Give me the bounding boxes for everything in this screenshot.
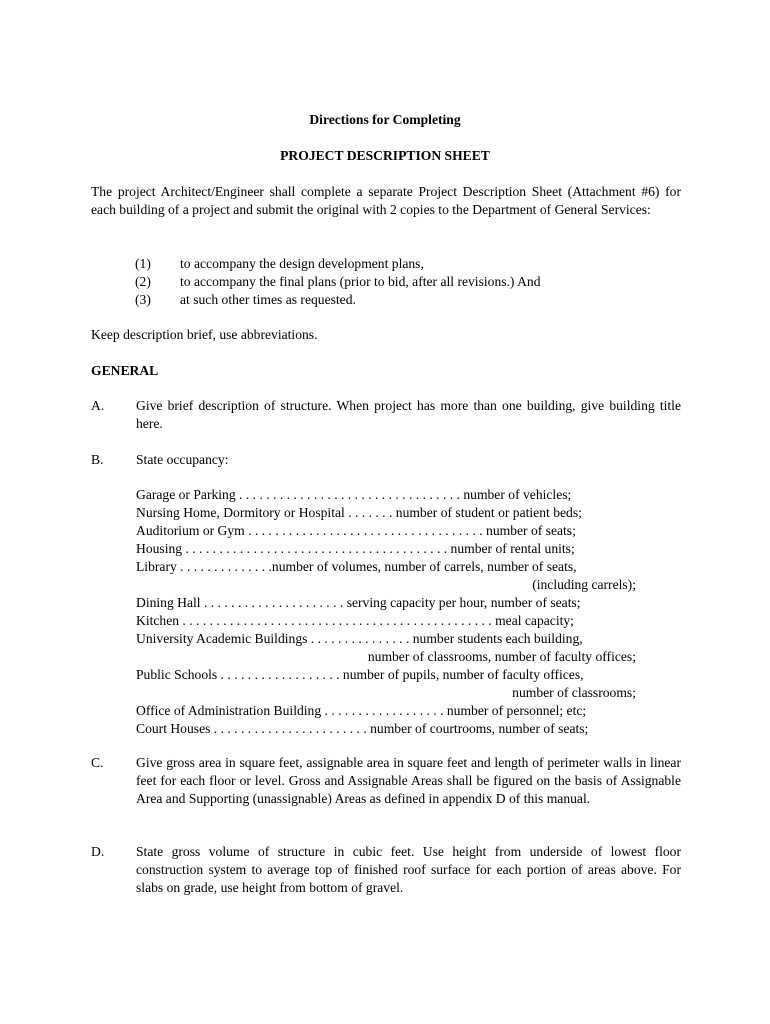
section-text: Give gross area in square feet, assignable area in square feet and length of perimeter walls in linear feet for each floor or level. Gross and Assignable Areas shall be figured on the basis of Assignable Area and Supporting (unassignable) Areas as defined in appendix D of this manual. [136,755,681,806]
section-b [91,451,681,469]
list-item-text: to accompany the design development plans, [180,256,424,271]
section-text: State occupancy: [136,452,229,467]
section-text: State gross volume of structure in cubic feet. Use height from underside of lowest floor construction system to average top of finished roof surface for each portion of areas above. For slabs on grade, use height from bottom of gravel. [136,844,681,895]
submission-list [135,255,635,309]
occupancy-line: Dining Hall . . . . . . . . . . . . . . . . . . . . . serving capacity per hour, number of seats; [136,595,581,610]
section-letter: A. [91,398,105,413]
note-paragraph: Keep description brief, use abbreviations. [91,327,318,342]
occupancy-list [136,486,636,738]
list-item-number: (3) [135,292,151,307]
occupancy-line: University Academic Buildings . . . . . . . . . . . . . . . number students each building, [136,631,583,646]
general-heading: GENERAL [91,363,159,378]
page-title: Directions for Completing [309,112,461,127]
section-text: Give brief description of structure. When project has more than one building, give building title here. [136,398,681,431]
section-letter: B. [91,452,104,467]
list-item-number: (2) [135,274,151,289]
occupancy-line: Auditorium or Gym . . . . . . . . . . . . . . . . . . . . . . . . . . . . . . . . . . . number of seats; [136,523,576,538]
occupancy-line: Nursing Home, Dormitory or Hospital . . . . . . . number of student or patient beds; [136,505,582,520]
list-item [135,273,635,291]
section-d [91,843,681,897]
list-item [135,255,635,273]
section-letter: D. [91,844,105,859]
list-item-text: at such other times as requested. [180,292,356,307]
occupancy-line: Garage or Parking . . . . . . . . . . . . . . . . . . . . . . . . . . . . . . . . . number of vehicles; [136,487,572,502]
occupancy-line: Housing . . . . . . . . . . . . . . . . . . . . . . . . . . . . . . . . . . . . . . . number of rental units; [136,541,575,556]
occupancy-line: Library . . . . . . . . . . . . . .number of volumes, number of carrels, number of seats, [136,559,577,574]
intro-paragraph: The project Architect/Engineer shall complete a separate Project Description Sheet (Attachment #6) for each building of a project and submit the original with 2 copies to the Department of General Services: [91,184,681,217]
section-letter: C. [91,755,104,770]
occupancy-continuation: number of classrooms; [512,685,636,700]
occupancy-continuation: number of classrooms, number of faculty offices; [367,649,636,664]
list-item [135,291,635,309]
page-subtitle: PROJECT DESCRIPTION SHEET [280,148,490,163]
list-item-number: (1) [135,256,151,271]
occupancy-line: Court Houses . . . . . . . . . . . . . . . . . . . . . . . number of courtrooms, number of seats; [136,721,589,736]
occupancy-continuation: (including carrels); [532,577,636,592]
section-c [91,754,681,808]
occupancy-line: Office of Administration Building . . . . . . . . . . . . . . . . . . number of personnel; etc; [136,703,587,718]
occupancy-line: Public Schools . . . . . . . . . . . . . . . . . . number of pupils, number of faculty offices, [136,667,584,682]
occupancy-line: Kitchen . . . . . . . . . . . . . . . . . . . . . . . . . . . . . . . . . . . . . . . . . . . . . . meal capacity; [136,613,574,628]
list-item-text: to accompany the final plans (prior to bid, after all revisions.) And [180,274,541,289]
section-a [91,397,681,433]
